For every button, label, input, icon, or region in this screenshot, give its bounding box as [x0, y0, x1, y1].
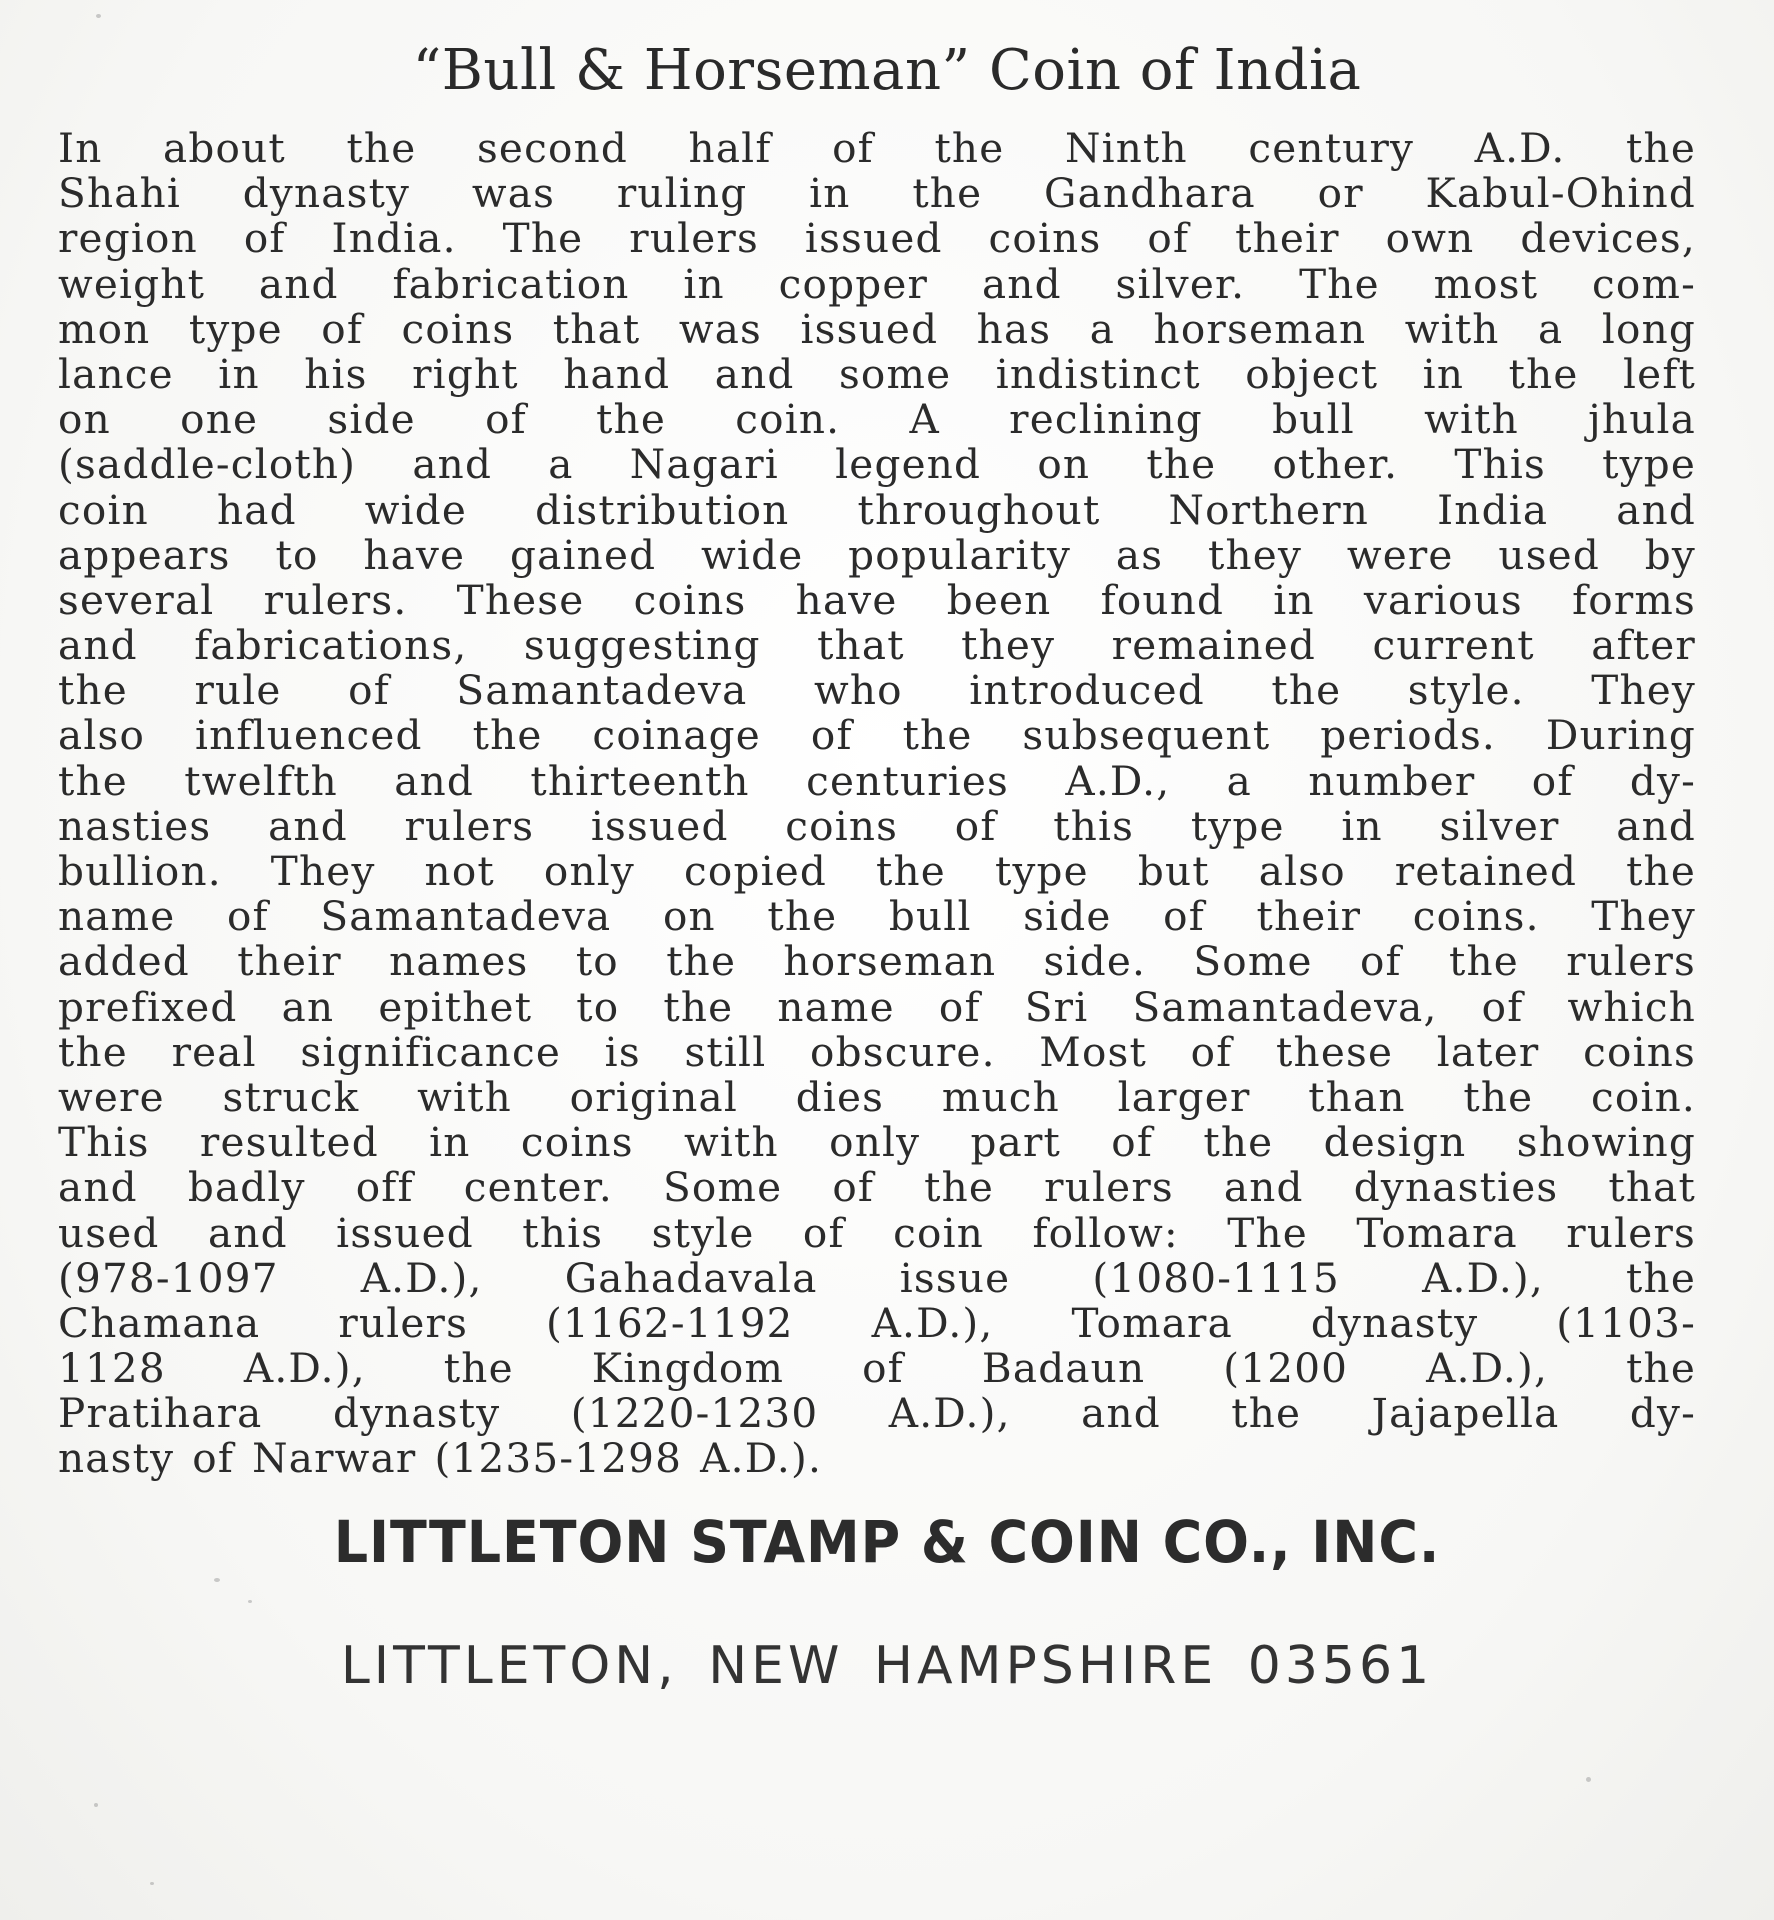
- paper-speck: [248, 1600, 252, 1603]
- body-line: and fabrications, suggesting that they remained current after: [58, 621, 1696, 670]
- body-line: nasties and rulers issued coins of this type in silver and: [58, 801, 1696, 850]
- body-line: Pratihara dynasty (1220-1230 A.D.), and the Jajapella dy-: [58, 1389, 1696, 1438]
- paper-speck: [96, 14, 101, 18]
- body-line: also influenced the coinage of the subsequent periods. During: [58, 711, 1696, 760]
- body-line: (978-1097 A.D.), Gahadavala issue (1080-1115 A.D.), the: [58, 1253, 1696, 1302]
- body-line: weight and fabrication in copper and silver. The most com-: [58, 259, 1696, 308]
- body-line: bullion. They not only copied the type but also retained the: [58, 847, 1696, 895]
- body-line: appears to have gained wide popularity as they were used by: [58, 530, 1696, 579]
- body-line: several rulers. These coins have been found in various forms: [58, 575, 1696, 624]
- body-line: and badly off center. Some of the rulers and dynasties that: [58, 1163, 1696, 1212]
- body-line: used and issued this style of coin follow: The Tomara rulers: [58, 1208, 1696, 1257]
- document-title: “Bull & Horseman” Coin of India: [412, 38, 1362, 103]
- body-line: added their names to the horseman side. Some of the rulers: [58, 937, 1696, 986]
- body-line: Chamana rulers (1162-1192 A.D.), Tomara dynasty (1103-: [58, 1298, 1696, 1347]
- body-line: region of India. The rulers issued coins of their own devices,: [58, 214, 1696, 263]
- body-line: prefixed an epithet to the name of Sri Samantadeva, of which: [58, 982, 1696, 1031]
- body-line: This resulted in coins with only part of the design showing: [58, 1118, 1696, 1167]
- body-line: mon type of coins that was issued has a horseman with a long: [58, 304, 1696, 353]
- paper-speck: [214, 1578, 220, 1582]
- body-line: Shahi dynasty was ruling in the Gandhara or Kabul-Ohind: [58, 169, 1696, 218]
- body-line: 1128 A.D.), the Kingdom of Badaun (1200 A.D.), the: [58, 1344, 1696, 1393]
- body-line: coin had wide distribution throughout Northern India and: [58, 485, 1696, 534]
- body-paragraph: [58, 126, 1696, 1482]
- body-line: the rule of Samantadeva who introduced the style. They: [58, 666, 1696, 715]
- body-line: name of Samantadeva on the bull side of their coins. They: [58, 892, 1696, 941]
- body-line: lance in his right hand and some indistinct object in the left: [58, 349, 1696, 398]
- paper-speck: [94, 1803, 98, 1807]
- body-line: the twelfth and thirteenth centuries A.D., a number of dy-: [58, 756, 1696, 805]
- body-line: In about the second half of the Ninth century A.D. the: [58, 124, 1696, 172]
- company-name: LITTLETON STAMP & COIN CO., INC.: [333, 1508, 1441, 1576]
- body-line: nasty of Narwar (1235-1298 A.D.).: [58, 1434, 823, 1483]
- paper-speck: [1586, 1777, 1591, 1782]
- body-line: (saddle-cloth) and a Nagari legend on the other. This type: [58, 440, 1696, 489]
- paper-speck: [150, 1882, 154, 1885]
- body-line: were struck with original dies much larger than the coin.: [58, 1072, 1696, 1121]
- body-line: the real significance is still obscure. Most of these later coins: [58, 1027, 1696, 1076]
- company-address: LITTLETON, NEW HAMPSHIRE 03561: [340, 1636, 1434, 1696]
- body-line: on one side of the coin. A reclining bull with jhula: [58, 395, 1696, 444]
